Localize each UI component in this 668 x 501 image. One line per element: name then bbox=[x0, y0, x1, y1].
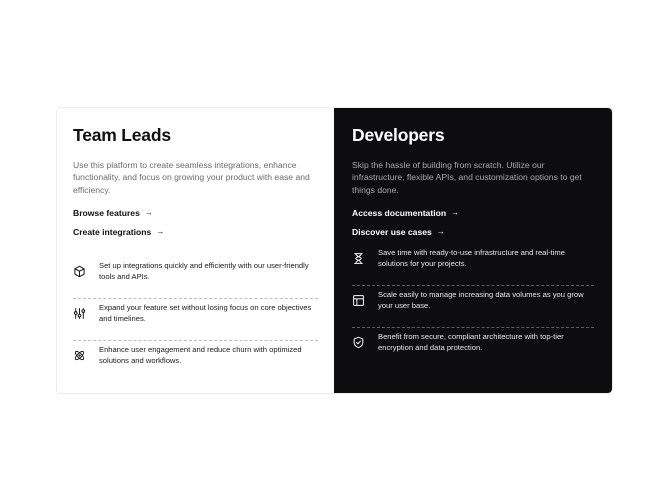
team-leads-description: Use this platform to create seamless integrations, enhance functionality, and focus on growing your product with ease and efficiency. bbox=[73, 160, 310, 195]
developers-description: Skip the hassle of building from scratch. Utilize our infrastructure, flexible APIs, and customization options to get things done. bbox=[352, 160, 582, 195]
layout-icon bbox=[352, 294, 365, 307]
create-integrations-link[interactable] bbox=[73, 226, 164, 238]
atom-icon bbox=[73, 349, 86, 362]
discover-use-cases-link[interactable] bbox=[352, 226, 445, 238]
feature-text: Expand your feature set without losing focus on core objectives and timelines. bbox=[99, 303, 312, 323]
feature-text: Enhance user engagement and reduce churn with optimized solutions and workflows. bbox=[99, 345, 302, 365]
hourglass-icon bbox=[352, 252, 365, 265]
link-label: Access documentation bbox=[352, 208, 447, 219]
team-leads-features bbox=[73, 257, 318, 383]
arrow-right-icon: → bbox=[436, 227, 445, 237]
link-label: Discover use cases bbox=[352, 227, 432, 238]
feature-item bbox=[352, 244, 594, 286]
access-documentation-link[interactable] bbox=[352, 207, 459, 219]
feature-text: Set up integrations quickly and efficiently with our user-friendly tools and APIs. bbox=[99, 261, 309, 281]
developers-features bbox=[352, 244, 594, 370]
developers-title: Developers bbox=[352, 125, 445, 145]
developers-links bbox=[352, 207, 594, 238]
arrow-right-icon: → bbox=[451, 208, 460, 218]
link-label: Browse features bbox=[73, 208, 140, 219]
sliders-icon bbox=[73, 307, 86, 320]
feature-text: Scale easily to manage increasing data volumes as you grow your user base. bbox=[378, 290, 584, 310]
arrow-right-icon: → bbox=[144, 208, 153, 218]
shield-check-icon bbox=[352, 336, 365, 349]
team-leads-card bbox=[57, 108, 334, 393]
link-label: Create integrations bbox=[73, 227, 152, 238]
feature-item bbox=[73, 257, 318, 299]
audience-cards bbox=[57, 108, 612, 393]
cube-icon bbox=[73, 265, 86, 278]
arrow-right-icon: → bbox=[156, 227, 165, 237]
feature-text: Benefit from secure, compliant architecture with top-tier encryption and data protection. bbox=[378, 332, 564, 352]
feature-item bbox=[73, 299, 318, 341]
team-leads-title: Team Leads bbox=[73, 125, 171, 145]
developers-card bbox=[334, 108, 612, 393]
feature-text: Save time with ready-to-use infrastructure and real-time solutions for your projects. bbox=[378, 248, 565, 268]
feature-item bbox=[352, 286, 594, 328]
feature-item bbox=[352, 328, 594, 370]
browse-features-link[interactable] bbox=[73, 207, 153, 219]
team-leads-links bbox=[73, 207, 318, 238]
feature-item bbox=[73, 341, 318, 383]
